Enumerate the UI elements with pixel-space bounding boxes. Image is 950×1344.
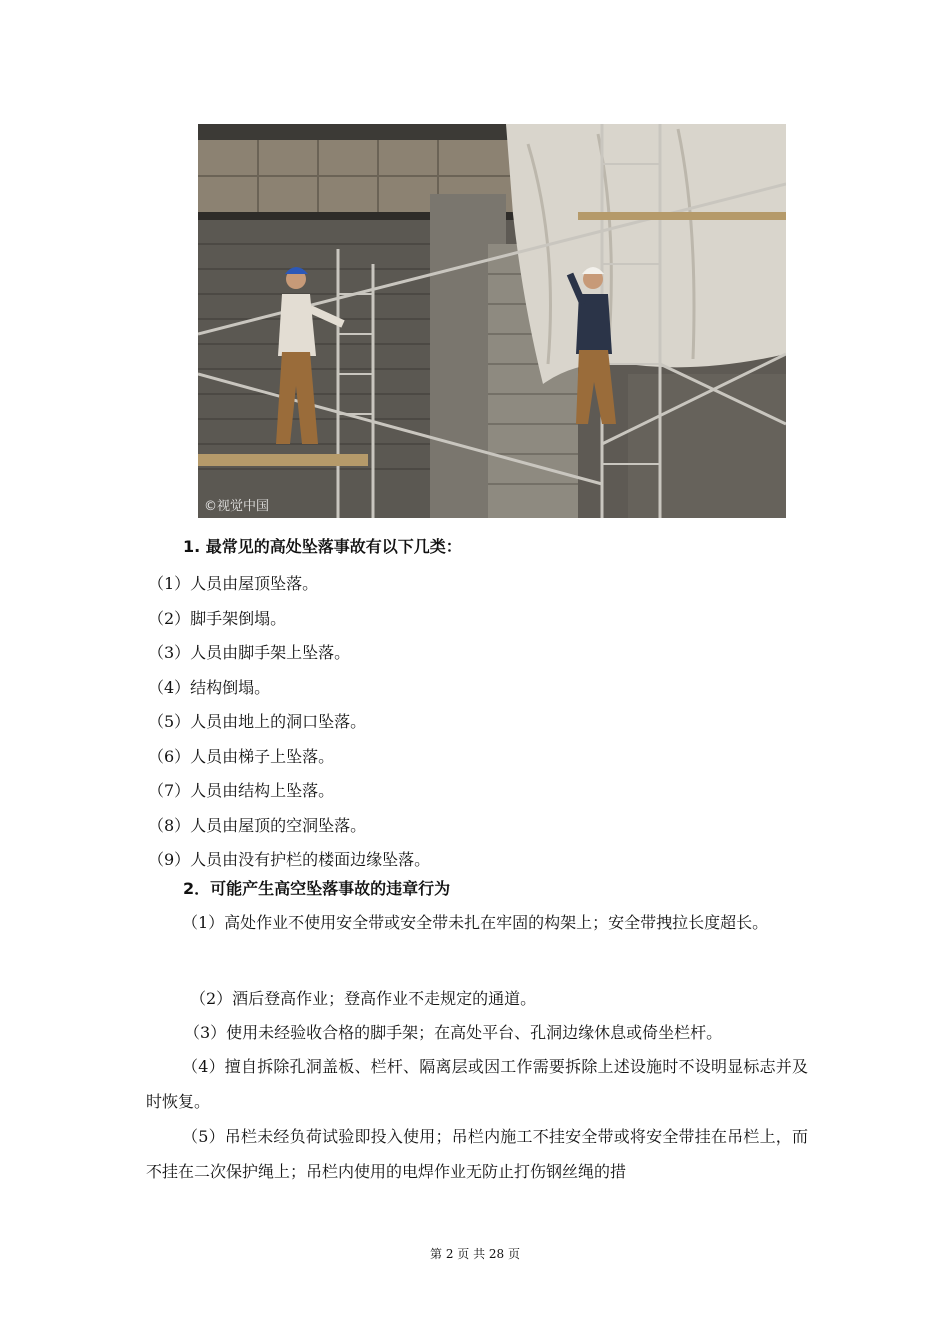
violation-paragraph-4: （4）擅自拆除孔洞盖板、栏杆、隔离层或因工作需要拆除上述设施时不设明显标志并及时恢复。 bbox=[146, 1057, 808, 1111]
violation-paragraph-3: （3）使用未经验收合格的脚手架；在高处平台、孔洞边缘休息或倚坐栏杆。 bbox=[184, 1023, 723, 1042]
list-item: （5）人员由地上的洞口坠落。 bbox=[148, 712, 367, 731]
page-number: 第 2 页 共 28 页 bbox=[430, 1247, 520, 1261]
list-item: （4）结构倒塌。 bbox=[148, 677, 271, 697]
list-item: （3）人员由脚手架上坠落。 bbox=[148, 643, 351, 662]
section-1-heading: 1. 最常见的高处坠落事故有以下几类： bbox=[183, 537, 462, 556]
scaffolding-workers-photo bbox=[198, 124, 786, 518]
list-item: （1）人员由屋顶坠落。 bbox=[148, 574, 319, 593]
photo-watermark: ©视觉中国 bbox=[204, 499, 270, 514]
violation-paragraph-5: （5）吊栏未经负荷试验即投入使用；吊栏内施工不挂安全带或将安全带挂在吊栏上，而不挂在二次保护绳上；吊栏内使用的电焊作业无防止打伤钢丝绳的措 bbox=[146, 1127, 808, 1181]
violation-paragraph-2: （2）酒后登高作业；登高作业不走规定的通道。 bbox=[190, 989, 537, 1008]
list-item: （6）人员由梯子上坠落。 bbox=[148, 746, 335, 766]
fall-accident-list bbox=[148, 567, 430, 878]
list-item: （8）人员由屋顶的空洞坠落。 bbox=[148, 815, 367, 835]
violation-paragraph-1: （1）高处作业不使用安全带或安全带未扎在牢固的构架上；安全带拽拉长度超长。 bbox=[182, 913, 769, 932]
list-item: （2）脚手架倒塌。 bbox=[148, 608, 287, 628]
list-item: （9）人员由没有护栏的楼面边缘坠落。 bbox=[148, 850, 431, 869]
photo-illustration bbox=[198, 124, 786, 518]
list-item: （7）人员由结构上坠落。 bbox=[148, 781, 335, 800]
section-2-heading: 2．可能产生高空坠落事故的违章行为 bbox=[183, 879, 451, 898]
